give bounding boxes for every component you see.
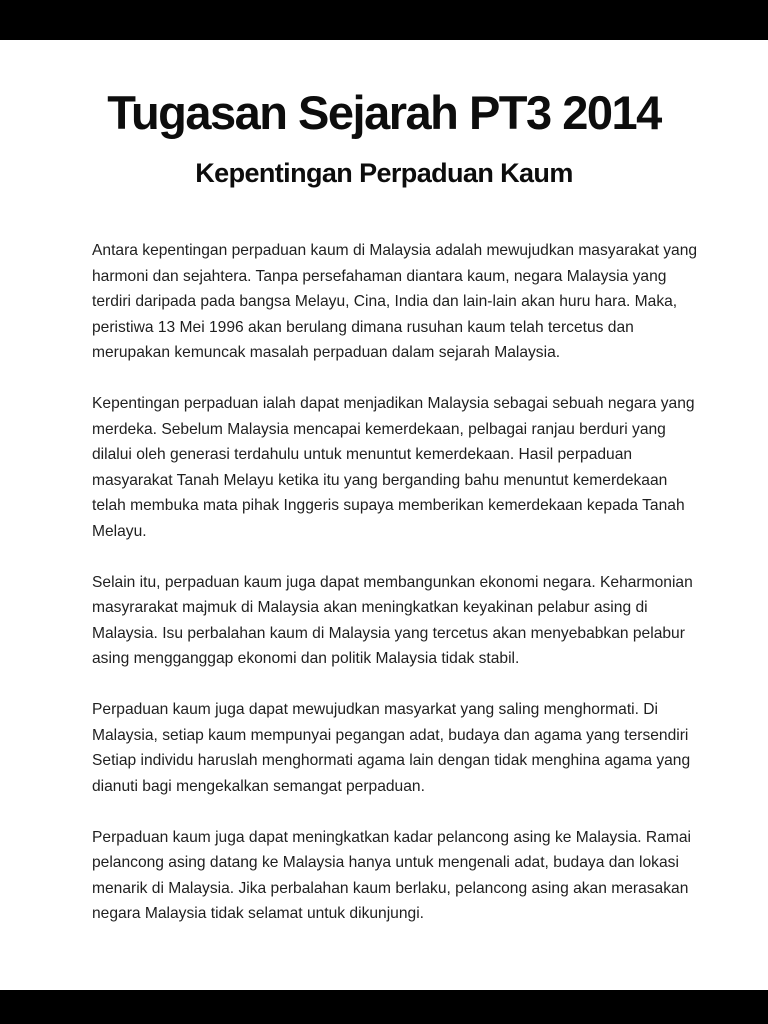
document-title: Tugasan Sejarah PT3 2014 <box>107 86 661 139</box>
letterbox-bottom-bar <box>0 990 768 1024</box>
document-body <box>92 238 698 927</box>
letterbox-top-bar <box>0 0 768 40</box>
paragraph-1: Antara kepentingan perpaduan kaum di Malaysia adalah mewujudkan masyarakat yang harmoni dan sejahtera. Tanpa persefahaman diantara kaum, negara Malaysia yang terdiri daripada pada bangsa Melayu, Cina, India dan lain-lain akan huru hara. Maka, peristiwa 13 Mei 1996 akan berulang dimana rusuhan kaum telah tercetus dan merupakan kemuncak masalah perpaduan dalam sejarah Malaysia. <box>92 242 698 361</box>
paragraph-5: Perpaduan kaum juga dapat meningkatkan kadar pelancong asing ke Malaysia. Ramai pelancong asing datang ke Malaysia hanya untuk mengenali adat, budaya dan lokasi menarik di Malaysia. Jika perbalahan kaum berlaku, pelancong asing akan merasakan negara Malaysia tidak selamat untuk dikunjungi. <box>92 828 691 922</box>
paragraph-4: Perpaduan kaum juga dapat mewujudkan masyarkat yang saling menghormati. Di Malaysia, setiap kaum mempunyai pegangan adat, budaya dan agama yang tersendiri Setiap individu haruslah menghormati agama lain dengan tidak menghina agama yang dianuti bagi mengekalkan semangat perpaduan. <box>92 701 691 795</box>
paragraph-3: Selain itu, perpaduan kaum juga dapat membangunkan ekonomi negara. Keharmonian masyrarakat majmuk di Malaysia akan meningkatkan keyakinan pelabur asing di Malaysia. Isu perbalahan kaum di Malaysia yang tercetus akan menyebabkan pelabur asing mengganggap ekonomi dan politik Malaysia tidak stabil. <box>92 573 693 667</box>
document-subtitle: Kepentingan Perpaduan Kaum <box>195 158 573 188</box>
paragraph-2: Kepentingan perpaduan ialah dapat menjadikan Malaysia sebagai sebuah negara yang merdeka. Sebelum Malaysia mencapai kemerdekaan, pelbagai ranjau berduri yang dilalui oleh generasi terdahulu untuk menuntut kemerdekaan. Hasil perpaduan masyarakat Tanah Melayu ketika itu yang berganding bahu menuntut kemerdekaan telah membuka mata pihak Inggeris supaya memberikan kemerdekaan kepada Tanah Melayu. <box>92 395 695 540</box>
